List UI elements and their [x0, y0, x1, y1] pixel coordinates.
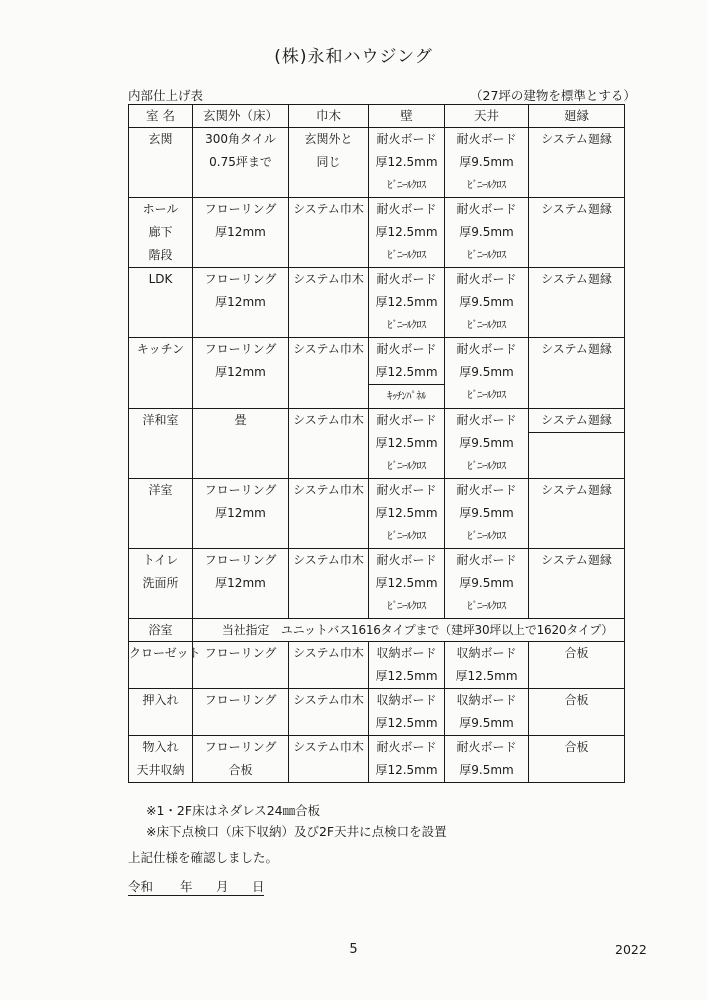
cell-text: 厚9.5mm [459, 436, 514, 450]
cell-text: 耐火ボード [376, 272, 437, 286]
cell-text: 収納ボード [376, 646, 437, 660]
table-row [129, 479, 625, 549]
molding-cell [529, 338, 625, 409]
cell-text: 厚12mm [215, 576, 266, 590]
cell-text: 玄関 [148, 132, 173, 146]
cell-text: 厚12.5mm [375, 295, 438, 309]
floor-cell [193, 198, 289, 268]
room-name-cell [129, 198, 193, 268]
date-day: 日 [252, 879, 265, 894]
cell-text: システム廻縁 [541, 202, 612, 216]
molding-cell [529, 268, 625, 338]
baseboard-cell [289, 689, 369, 736]
baseboard-cell [289, 409, 369, 479]
column-header: 巾木 [289, 105, 369, 128]
cell-text: 押入れ [142, 693, 179, 707]
wall-cell [369, 268, 445, 338]
cell-text: システム巾木 [293, 553, 364, 567]
cell-text: 厚12.5mm [375, 716, 438, 730]
cell-text: フローリング [204, 483, 277, 497]
cell-text: 耐火ボード [376, 553, 437, 567]
baseboard-cell [289, 642, 369, 689]
wall-cell [369, 479, 445, 549]
cell-text: システム巾木 [293, 483, 364, 497]
cell-text: ﾋﾞﾆｰﾙｸﾛｽ [467, 460, 506, 472]
cell-text: システム廻縁 [541, 342, 612, 356]
column-header: 玄関外（床） [193, 105, 289, 128]
cell-text: 階段 [148, 248, 173, 262]
cell-text: 厚12.5mm [375, 225, 438, 239]
cell-text: システム廻縁 [541, 553, 612, 567]
cell-text: ﾋﾞﾆｰﾙｸﾛｽ [467, 179, 506, 191]
cell-text: フローリング [204, 740, 277, 754]
cell-text: 厚9.5mm [459, 576, 514, 590]
ceiling-cell [445, 689, 529, 736]
cell-text: フローリング [204, 272, 277, 286]
molding-cell [529, 642, 625, 689]
cell-text: 耐火ボード [456, 740, 517, 754]
table-row [129, 268, 625, 338]
wall-cell [369, 409, 445, 479]
cell-text: 耐火ボード [456, 272, 517, 286]
cell-text: 厚12.5mm [375, 155, 438, 169]
cell-text: 0.75坪まで [209, 155, 272, 169]
cell-text: 合板 [228, 763, 253, 777]
cell-text: 厚9.5mm [459, 716, 514, 730]
cell-text: 厚12.5mm [455, 669, 518, 683]
molding-cell [529, 549, 625, 619]
table-title: 内部仕上げ表 [128, 88, 204, 103]
wall-cell [369, 642, 445, 689]
cell-text: 洗面所 [142, 576, 179, 590]
room-name-cell [129, 128, 193, 198]
cell-text: システム廻縁 [541, 132, 612, 146]
table-note: （27坪の建物を標準とする） [470, 88, 636, 103]
cell-text: 玄関外と [304, 132, 353, 146]
ceiling-cell [445, 128, 529, 198]
room-name-cell [129, 736, 193, 783]
cell-text: フローリング [204, 646, 277, 660]
date-month: 月 [216, 879, 229, 894]
baseboard-cell [289, 549, 369, 619]
table-row [129, 338, 625, 409]
cell-text: 耐火ボード [376, 132, 437, 146]
room-name-cell [129, 689, 193, 736]
cell-text: ﾋﾞﾆｰﾙｸﾛｽ [387, 319, 426, 331]
cell-text: ﾋﾞﾆｰﾙｸﾛｽ [387, 600, 426, 612]
cell-text: 収納ボード [456, 646, 517, 660]
cell-text: 洋和室 [142, 413, 179, 427]
table-row [129, 689, 625, 736]
room-name-cell [129, 619, 193, 642]
year-label: 2022 [615, 942, 647, 957]
cell-text: 厚12.5mm [375, 763, 438, 777]
cell-text: フローリング [204, 202, 277, 216]
cell-text: システム巾木 [293, 342, 364, 356]
column-header: 室 名 [129, 105, 193, 128]
cell-text: 厚12mm [215, 225, 266, 239]
page-number: 5 [349, 942, 358, 957]
ceiling-cell [445, 479, 529, 549]
cell-text: 厚9.5mm [459, 295, 514, 309]
wall-cell [369, 338, 445, 409]
cell-text: 厚12mm [215, 295, 266, 309]
molding-cell [529, 128, 625, 198]
cell-text: キッチン [136, 342, 185, 356]
cell-text: ﾋﾞﾆｰﾙｸﾛｽ [467, 319, 506, 331]
footnotes [146, 800, 447, 842]
ceiling-cell [445, 736, 529, 783]
cell-text: 畳 [234, 413, 247, 427]
cell-text: 洋室 [148, 483, 173, 497]
wall-cell [369, 198, 445, 268]
column-header: 廻縁 [529, 105, 625, 128]
ceiling-cell [445, 642, 529, 689]
baseboard-cell [289, 198, 369, 268]
cell-text: ﾋﾞﾆｰﾙｸﾛｽ [387, 249, 426, 261]
room-name-cell [129, 479, 193, 549]
cell-text: ﾋﾞﾆｰﾙｸﾛｽ [387, 179, 426, 191]
cell-text: システム巾木 [293, 272, 364, 286]
molding-cell [529, 736, 625, 783]
cell-text: ﾋﾞﾆｰﾙｸﾛｽ [387, 530, 426, 542]
date-era: 令和 [128, 879, 154, 894]
cell-text: フローリング [204, 553, 277, 567]
cell-text: 合板 [564, 646, 589, 660]
cell-text: 収納ボード [376, 693, 437, 707]
baseboard-cell [289, 736, 369, 783]
cell-text: 厚12.5mm [375, 669, 438, 683]
table-header-row [129, 105, 625, 128]
cell-text: トイレ [142, 553, 179, 567]
cell-text: 耐火ボード [376, 483, 437, 497]
cell-text: 厚9.5mm [459, 225, 514, 239]
floor-cell [193, 409, 289, 479]
cell-text: ﾋﾞﾆｰﾙｸﾛｽ [467, 600, 506, 612]
cell-text: システム巾木 [293, 202, 364, 216]
bath-spec-cell [193, 619, 625, 642]
cell-text: 厚12mm [215, 365, 266, 379]
cell-text: 厚9.5mm [459, 155, 514, 169]
cell-text: 廊下 [148, 225, 173, 239]
table-row [129, 619, 625, 642]
table-row [129, 409, 625, 479]
cell-text: 300角タイル [205, 132, 276, 146]
cell-text: 厚9.5mm [459, 763, 514, 777]
cell-text: システム廻縁 [541, 272, 612, 286]
ceiling-cell [445, 268, 529, 338]
cell-text: LDK [148, 272, 173, 286]
cell-divider [529, 432, 624, 456]
floor-cell [193, 128, 289, 198]
floor-cell [193, 689, 289, 736]
cell-text: 厚12.5mm [375, 436, 438, 450]
cell-text: システム巾木 [293, 740, 364, 754]
wall-cell [369, 736, 445, 783]
ceiling-cell [445, 338, 529, 409]
footnote: ※床下点検口（床下収納）及び2F天井に点検口を設置 [146, 824, 447, 839]
cell-text: 耐火ボード [376, 413, 437, 427]
molding-cell [529, 409, 625, 479]
floor-cell [193, 736, 289, 783]
cell-text: 当社指定 ユニットバス1616タイプまで（建坪30坪以上で1620タイプ） [221, 623, 614, 637]
ceiling-cell [445, 409, 529, 479]
cell-text: 耐火ボード [376, 202, 437, 216]
molding-cell [529, 689, 625, 736]
cell-text: 厚9.5mm [459, 506, 514, 520]
table-row [129, 642, 625, 689]
room-name-cell [129, 338, 193, 409]
company-name: (株)永和ハウジング [274, 47, 433, 67]
baseboard-cell [289, 338, 369, 409]
column-header: 壁 [369, 105, 445, 128]
cell-text: フローリング [204, 693, 277, 707]
room-name-cell [129, 268, 193, 338]
cell-text: ﾋﾞﾆｰﾙｸﾛｽ [467, 389, 506, 401]
cell-text: 耐火ボード [456, 413, 517, 427]
floor-cell [193, 642, 289, 689]
table-row [129, 549, 625, 619]
baseboard-cell [289, 268, 369, 338]
cell-text: 同じ [316, 155, 341, 169]
cell-text: 合板 [564, 693, 589, 707]
cell-text: クローゼット [129, 646, 201, 660]
room-name-cell [129, 409, 193, 479]
cell-text: 浴室 [148, 623, 173, 637]
cell-text: システム巾木 [293, 413, 364, 427]
cell-text: 耐火ボード [456, 202, 517, 216]
room-name-cell [129, 642, 201, 689]
cell-text: 物入れ [142, 740, 179, 754]
cell-text: 耐火ボード [376, 342, 437, 356]
confirmation-text: 上記仕様を確認しました。 [128, 850, 279, 865]
room-name-cell [129, 549, 193, 619]
cell-text: ホール [142, 202, 179, 216]
cell-text: 耐火ボード [376, 740, 437, 754]
cell-text: ﾋﾞﾆｰﾙｸﾛｽ [467, 249, 506, 261]
finish-schedule-table [128, 104, 625, 783]
table-row [129, 736, 625, 783]
wall-cell [369, 689, 445, 736]
cell-text: システム巾木 [293, 646, 364, 660]
cell-text: ﾋﾞﾆｰﾙｸﾛｽ [467, 530, 506, 542]
cell-text: システム巾木 [293, 693, 364, 707]
cell-text: 厚12.5mm [375, 506, 438, 520]
cell-text: 耐火ボード [456, 132, 517, 146]
cell-text: 天井収納 [136, 763, 185, 777]
floor-cell [193, 549, 289, 619]
date-year: 年 [180, 879, 193, 894]
floor-cell [193, 268, 289, 338]
ceiling-cell [445, 549, 529, 619]
wall-cell [369, 128, 445, 198]
wall-cell [369, 549, 445, 619]
baseboard-cell [289, 479, 369, 549]
cell-text: 合板 [564, 740, 589, 754]
cell-text: 収納ボード [456, 693, 517, 707]
cell-text: ﾋﾞﾆｰﾙｸﾛｽ [387, 460, 426, 472]
cell-text: ｷｯﾁﾝﾊﾟﾈﾙ [369, 384, 444, 408]
cell-text: 厚12.5mm [375, 365, 438, 379]
column-header: 天井 [445, 105, 529, 128]
floor-cell [193, 338, 289, 409]
cell-text: システム廻縁 [541, 413, 612, 427]
ceiling-cell [445, 198, 529, 268]
floor-cell [193, 479, 289, 549]
baseboard-cell [289, 128, 369, 198]
cell-text: 厚9.5mm [459, 365, 514, 379]
cell-text: 耐火ボード [456, 553, 517, 567]
cell-text: 厚12mm [215, 506, 266, 520]
table-row [129, 128, 625, 198]
footnote: ※1・2F床はネダレス24㎜合板 [146, 803, 321, 818]
molding-cell [529, 479, 625, 549]
cell-text: フローリング [204, 342, 277, 356]
date-signature-line [128, 877, 264, 896]
molding-cell [529, 198, 625, 268]
cell-text: 耐火ボード [456, 483, 517, 497]
cell-text: 厚12.5mm [375, 576, 438, 590]
cell-text: システム廻縁 [541, 483, 612, 497]
cell-text: 耐火ボード [456, 342, 517, 356]
table-row [129, 198, 625, 268]
